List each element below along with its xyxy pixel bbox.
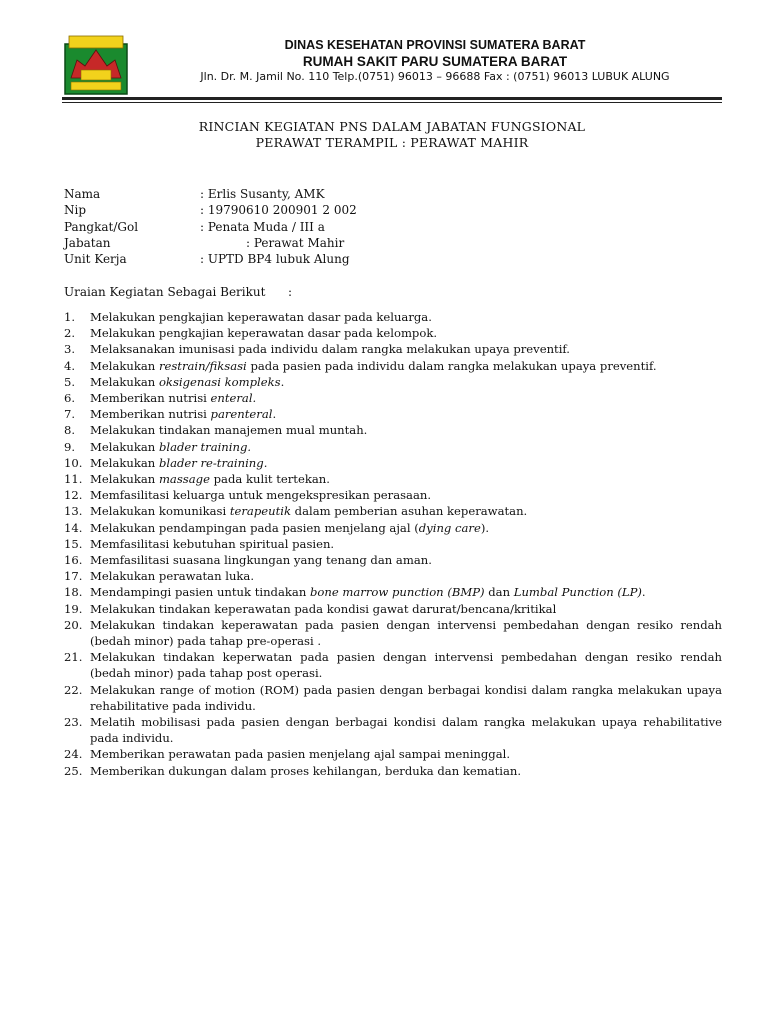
- list-item: [64, 325, 722, 341]
- list-item-text: [90, 325, 722, 341]
- list-item: [64, 406, 722, 422]
- text-segment: dan: [484, 585, 514, 600]
- list-item-number: 2.: [64, 326, 76, 341]
- list-item: [64, 536, 722, 552]
- info-label: Nama: [64, 187, 101, 201]
- list-item-number: 9.: [64, 439, 76, 454]
- list-item-text: [90, 763, 722, 779]
- list-item: [64, 617, 722, 649]
- list-item-number: 14.: [64, 520, 83, 535]
- italic-term: Lumbal Punction (LP): [513, 585, 642, 600]
- letterhead-rule-thin: [62, 102, 722, 103]
- list-item-number: 17.: [64, 569, 83, 584]
- text-segment: pada pasien pada individu dalam rangka melakukan upaya preventif.: [246, 358, 657, 373]
- activity-list: [64, 309, 722, 779]
- list-item: [64, 390, 722, 406]
- text-segment: .: [641, 585, 646, 600]
- text-segment: Melaksanakan imunisasi pada individu dalam rangka melakukan upaya preventif.: [90, 342, 570, 357]
- text-segment: dalam pemberian asuhan keperawatan.: [290, 504, 528, 519]
- list-item-number: 6.: [64, 391, 76, 406]
- letterhead: [140, 37, 730, 86]
- info-value: : Erlis Susanty, AMK: [200, 187, 325, 201]
- text-segment: Melakukan tindakan keperawatan pada pasien dengan intervensi pembedahan dengan resiko rendah (bedah minor) pada tahap pre-operasi .: [90, 617, 722, 649]
- list-item: [64, 746, 722, 762]
- info-label: Unit Kerja: [64, 252, 127, 267]
- text-segment: Melakukan pengkajian keperawatan dasar pada kelompok.: [90, 326, 438, 341]
- text-segment: Melakukan tindakan manajemen mual muntah.: [90, 423, 368, 438]
- list-item-number: 4.: [64, 358, 76, 373]
- info-label: Pangkat/Gol: [64, 219, 139, 234]
- intro-text: Uraian Kegiatan Sebagai Berikut: [64, 285, 266, 299]
- list-item-text: [90, 439, 722, 455]
- list-item: [64, 439, 722, 455]
- list-item: [64, 374, 722, 390]
- list-item-text: [90, 487, 722, 503]
- text-segment: Melakukan: [90, 455, 159, 470]
- list-item-number: 24.: [64, 747, 83, 762]
- list-item-number: 5.: [64, 374, 76, 389]
- list-item-number: 22.: [64, 682, 83, 697]
- text-segment: ).: [480, 520, 490, 535]
- list-item-text: [90, 746, 722, 762]
- text-segment: Memfasilitasi suasana lingkungan yang tenang dan aman.: [90, 553, 432, 568]
- italic-term: massage: [158, 472, 210, 487]
- list-item: [64, 552, 722, 568]
- list-item-number: 8.: [64, 423, 76, 438]
- text-segment: Melakukan: [90, 374, 159, 389]
- list-item-number: 18.: [64, 585, 83, 600]
- text-segment: Melakukan range of motion (ROM) pada pasien dengan berbagai kondisi dalam rangka melakukan upaya rehabilitative pada individu.: [90, 682, 722, 713]
- list-item-number: 15.: [64, 536, 83, 551]
- info-label: Nip: [64, 203, 87, 218]
- text-segment: Melakukan perawatan luka.: [90, 569, 255, 584]
- italic-term: bone marrow punction (BMP): [309, 585, 485, 600]
- letterhead-agency: DINAS KESEHATAN PROVINSI SUMATERA BARAT: [284, 38, 586, 52]
- list-item: [64, 568, 722, 584]
- list-item-number: 12.: [64, 488, 83, 503]
- text-segment: Melatih mobilisasi pada pasien dengan berbagai kondisi dalam rangka melakukan upaya rehabilitative pada individu.: [90, 715, 722, 746]
- list-item: [64, 520, 722, 536]
- text-segment: Memberikan nutrisi: [90, 407, 211, 422]
- list-item-number: 25.: [64, 763, 83, 778]
- list-item-text: [90, 358, 722, 374]
- italic-term: parenteral: [210, 407, 273, 422]
- text-segment: Melakukan tindakan keperawatan pada kondisi gawat darurat/bencana/kritikal: [90, 601, 557, 616]
- list-item: [64, 714, 722, 746]
- text-segment: .: [272, 407, 277, 422]
- info-value: : Perawat Mahir: [246, 235, 345, 250]
- list-item-number: 10.: [64, 455, 83, 470]
- text-segment: Memberikan dukungan dalam proses kehilangan, berduka dan kematian.: [90, 763, 522, 778]
- list-item-text: [90, 390, 722, 406]
- list-item-text: [90, 341, 722, 357]
- list-item-text: [90, 617, 722, 649]
- letterhead-rule-thick: [62, 97, 722, 100]
- italic-term: dying care: [418, 520, 481, 535]
- list-item-number: 21.: [64, 650, 83, 665]
- text-segment: .: [280, 374, 285, 389]
- list-item-number: 23.: [64, 715, 83, 730]
- text-segment: Memberikan perawatan pada pasien menjelang ajal sampai meninggal.: [90, 747, 511, 762]
- text-segment: Memfasilitasi kebutuhan spiritual pasien.: [90, 536, 335, 551]
- text-segment: Melakukan: [90, 439, 159, 454]
- list-item: [64, 309, 722, 325]
- italic-term: enteral.: [210, 391, 257, 406]
- list-item: [64, 503, 722, 519]
- info-label: Jabatan: [64, 235, 111, 250]
- title-line-1: RINCIAN KEGIATAN PNS DALAM JABATAN FUNGSIONAL: [198, 119, 586, 134]
- list-item-number: 1.: [64, 310, 76, 324]
- italic-term: terapeutik: [229, 504, 291, 519]
- text-segment: Melakukan tindakan keperwatan pada pasien dengan intervensi pembedahan dengan resiko rendah (bedah minor) pada tahap post operasi.: [90, 650, 722, 681]
- text-segment: Melakukan pengkajian keperawatan dasar pada keluarga.: [90, 310, 432, 324]
- list-item: [64, 763, 722, 779]
- list-item: [64, 422, 722, 438]
- list-item-text: [90, 682, 722, 714]
- list-item-text: [90, 309, 722, 325]
- list-item-text: [90, 455, 722, 471]
- province-logo: [63, 34, 129, 96]
- list-item: [64, 471, 722, 487]
- text-segment: Melakukan: [90, 358, 159, 373]
- text-segment: Melakukan: [90, 472, 159, 487]
- italic-term: blader training.: [158, 439, 252, 454]
- list-item-text: [90, 536, 722, 552]
- list-item: [64, 487, 722, 503]
- text-segment: Melakukan komunikasi: [90, 504, 230, 519]
- list-item-text: [90, 503, 722, 519]
- list-item-text: [90, 714, 722, 746]
- list-item: [64, 584, 722, 600]
- list-item: [64, 601, 722, 617]
- list-item-text: [90, 601, 722, 617]
- italic-term: oksigenasi kompleks: [158, 374, 281, 389]
- list-item-number: 3.: [64, 342, 76, 357]
- list-item-text: [90, 374, 722, 390]
- intro-colon: :: [288, 285, 293, 299]
- text-segment: Memberikan nutrisi: [90, 391, 211, 406]
- list-item: [64, 358, 722, 374]
- list-item-text: [90, 422, 722, 438]
- letterhead-address: Jln. Dr. M. Jamil No. 110 Telp.(0751) 96013 – 96688 Fax : (0751) 96013 LUBUK ALUNG: [200, 70, 670, 83]
- list-item-text: [90, 406, 722, 422]
- title-line-2: PERAWAT TERAMPIL : PERAWAT MAHIR: [255, 135, 529, 150]
- list-item-text: [90, 649, 722, 681]
- list-item-number: 19.: [64, 601, 83, 616]
- list-item: [64, 341, 722, 357]
- text-segment: Mendampingi pasien untuk tindakan: [90, 585, 310, 600]
- info-value: : Penata Muda / III a: [200, 219, 325, 234]
- list-item-number: 7.: [64, 407, 76, 422]
- list-item-text: [90, 552, 722, 568]
- list-item: [64, 649, 722, 681]
- info-value: : 19790610 200901 2 002: [200, 203, 357, 218]
- text-segment: Memfasilitasi keluarga untuk mengekspresikan perasaan.: [90, 488, 432, 503]
- list-item-number: 13.: [64, 504, 83, 519]
- text-segment: Melakukan pendampingan pada pasien menjelang ajal (: [90, 520, 419, 535]
- list-item-text: [90, 568, 722, 584]
- italic-term: blader re-training.: [158, 455, 268, 470]
- list-item-number: 11.: [64, 472, 83, 487]
- list-item-text: [90, 520, 722, 536]
- activity-intro: [64, 284, 293, 300]
- list-item-number: 20.: [64, 617, 83, 632]
- text-segment: pada kulit tertekan.: [209, 472, 330, 487]
- document-title: [62, 119, 722, 151]
- italic-term: restrain/fiksasi: [158, 358, 247, 373]
- list-item: [64, 682, 722, 714]
- list-item-text: [90, 584, 722, 600]
- list-item-number: 16.: [64, 553, 83, 568]
- list-item-text: [90, 471, 722, 487]
- info-value: : UPTD BP4 lubuk Alung: [200, 252, 350, 267]
- list-item: [64, 455, 722, 471]
- letterhead-hospital: RUMAH SAKIT PARU SUMATERA BARAT: [302, 54, 568, 69]
